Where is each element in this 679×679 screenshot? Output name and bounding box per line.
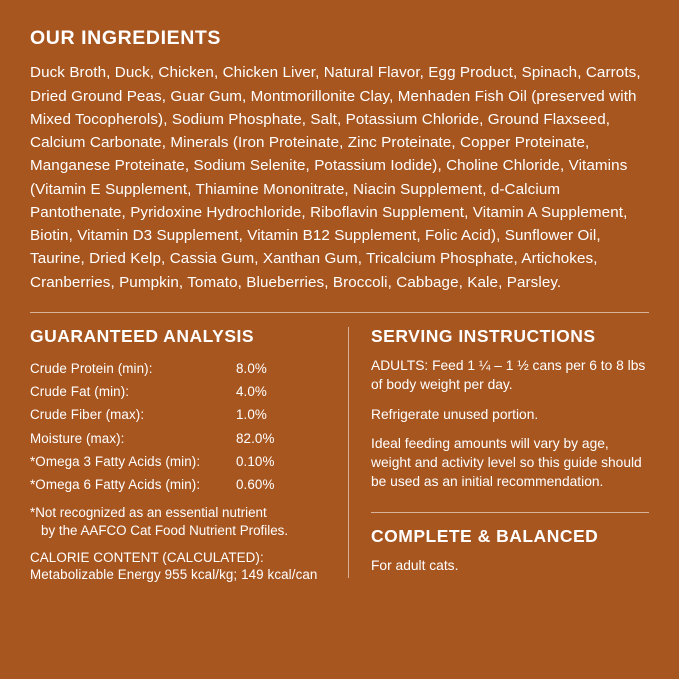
guaranteed-analysis-title: GUARANTEED ANALYSIS	[30, 325, 255, 346]
ga-label: Crude Fiber (max):	[30, 407, 145, 423]
guaranteed-analysis-section	[30, 313, 348, 583]
lower-columns	[30, 313, 649, 583]
right-column-divider	[371, 512, 649, 513]
footnote-line-2: by the AAFCO Cat Food Nutrient Profiles.	[41, 522, 289, 538]
guaranteed-analysis-table	[30, 357, 332, 497]
ga-label: Moisture (max):	[30, 430, 125, 446]
ga-value: 4.0%	[236, 384, 267, 400]
calorie-content-title: CALORIE CONTENT (CALCULATED):	[30, 550, 264, 566]
guaranteed-analysis-footnote	[30, 504, 332, 540]
table-row	[30, 474, 332, 497]
ga-value: 82.0%	[236, 430, 275, 446]
ga-label: *Omega 3 Fatty Acids (min):	[30, 453, 201, 469]
ga-value: 1.0%	[236, 407, 267, 423]
ga-value: 0.10%	[236, 453, 275, 469]
table-row	[30, 357, 332, 380]
ingredients-title: OUR INGREDIENTS	[30, 27, 222, 49]
ga-value: 0.60%	[236, 477, 275, 493]
complete-balanced-title: COMPLETE & BALANCED	[371, 525, 599, 546]
serving-line-adults: ADULTS: Feed 1 ¼ – 1 ½ cans per 6 to 8 lbs of body weight per day.	[371, 358, 646, 392]
serving-instructions-title: SERVING INSTRUCTIONS	[371, 325, 596, 346]
ga-label: *Omega 6 Fatty Acids (min):	[30, 477, 201, 493]
serving-and-balanced-section	[349, 313, 649, 583]
table-row	[30, 404, 332, 427]
ingredients-body: Duck Broth, Duck, Chicken, Chicken Liver, Natural Flavor, Egg Product, Spinach, Carrots, Dried Ground Peas, Guar Gum, Montmorillonite Clay, Menhaden Fish Oil (preserved with Mixed Tocopherols), Sodium Phosphate, Salt, Potassium Chloride, Ground Flaxseed, Calcium Carbonate, Minerals (Iron Proteinate, Zinc Proteinate, Copper Proteinate, Manganese Proteinate, Sodium Selenite, Potassium Iodide), Choline Chloride, Vitamins (Vitamin E Supplement, Thiamine Mononitrate, Niacin Supplement, d-Calcium Pantothenate, Pyridoxine Hydrochloride, Riboflavin Supplement, Vitamin A Supplement, Biotin, Vitamin D3 Supplement, Vitamin B12 Supplement, Folic Acid), Sunflower Oil, Taurine, Dried Kelp, Cassia Gum, Xanthan Gum, Tricalcium Phosphate, Artichokes, Cranberries, Pumpkin, Tomato, Blueberries, Broccoli, Cabbage, Kale, Parsley.	[30, 64, 641, 291]
table-row	[30, 427, 332, 450]
serving-line-guidance: Ideal feeding amounts will vary by age, weight and activity level so this guide should be used as an initial recommendation.	[371, 436, 642, 489]
footnote-line-1: *Not recognized as an essential nutrient	[30, 504, 267, 520]
calorie-content-body: Metabolizable Energy 955 kcal/kg; 149 kcal/can	[30, 567, 318, 583]
ga-label: Crude Protein (min):	[30, 360, 153, 376]
serving-line-refrigerate: Refrigerate unused portion.	[371, 406, 539, 422]
ga-label: Crude Fat (min):	[30, 384, 130, 400]
complete-balanced-body: For adult cats.	[371, 557, 459, 573]
table-row	[30, 450, 332, 473]
ga-value: 8.0%	[236, 360, 267, 376]
table-row	[30, 380, 332, 403]
